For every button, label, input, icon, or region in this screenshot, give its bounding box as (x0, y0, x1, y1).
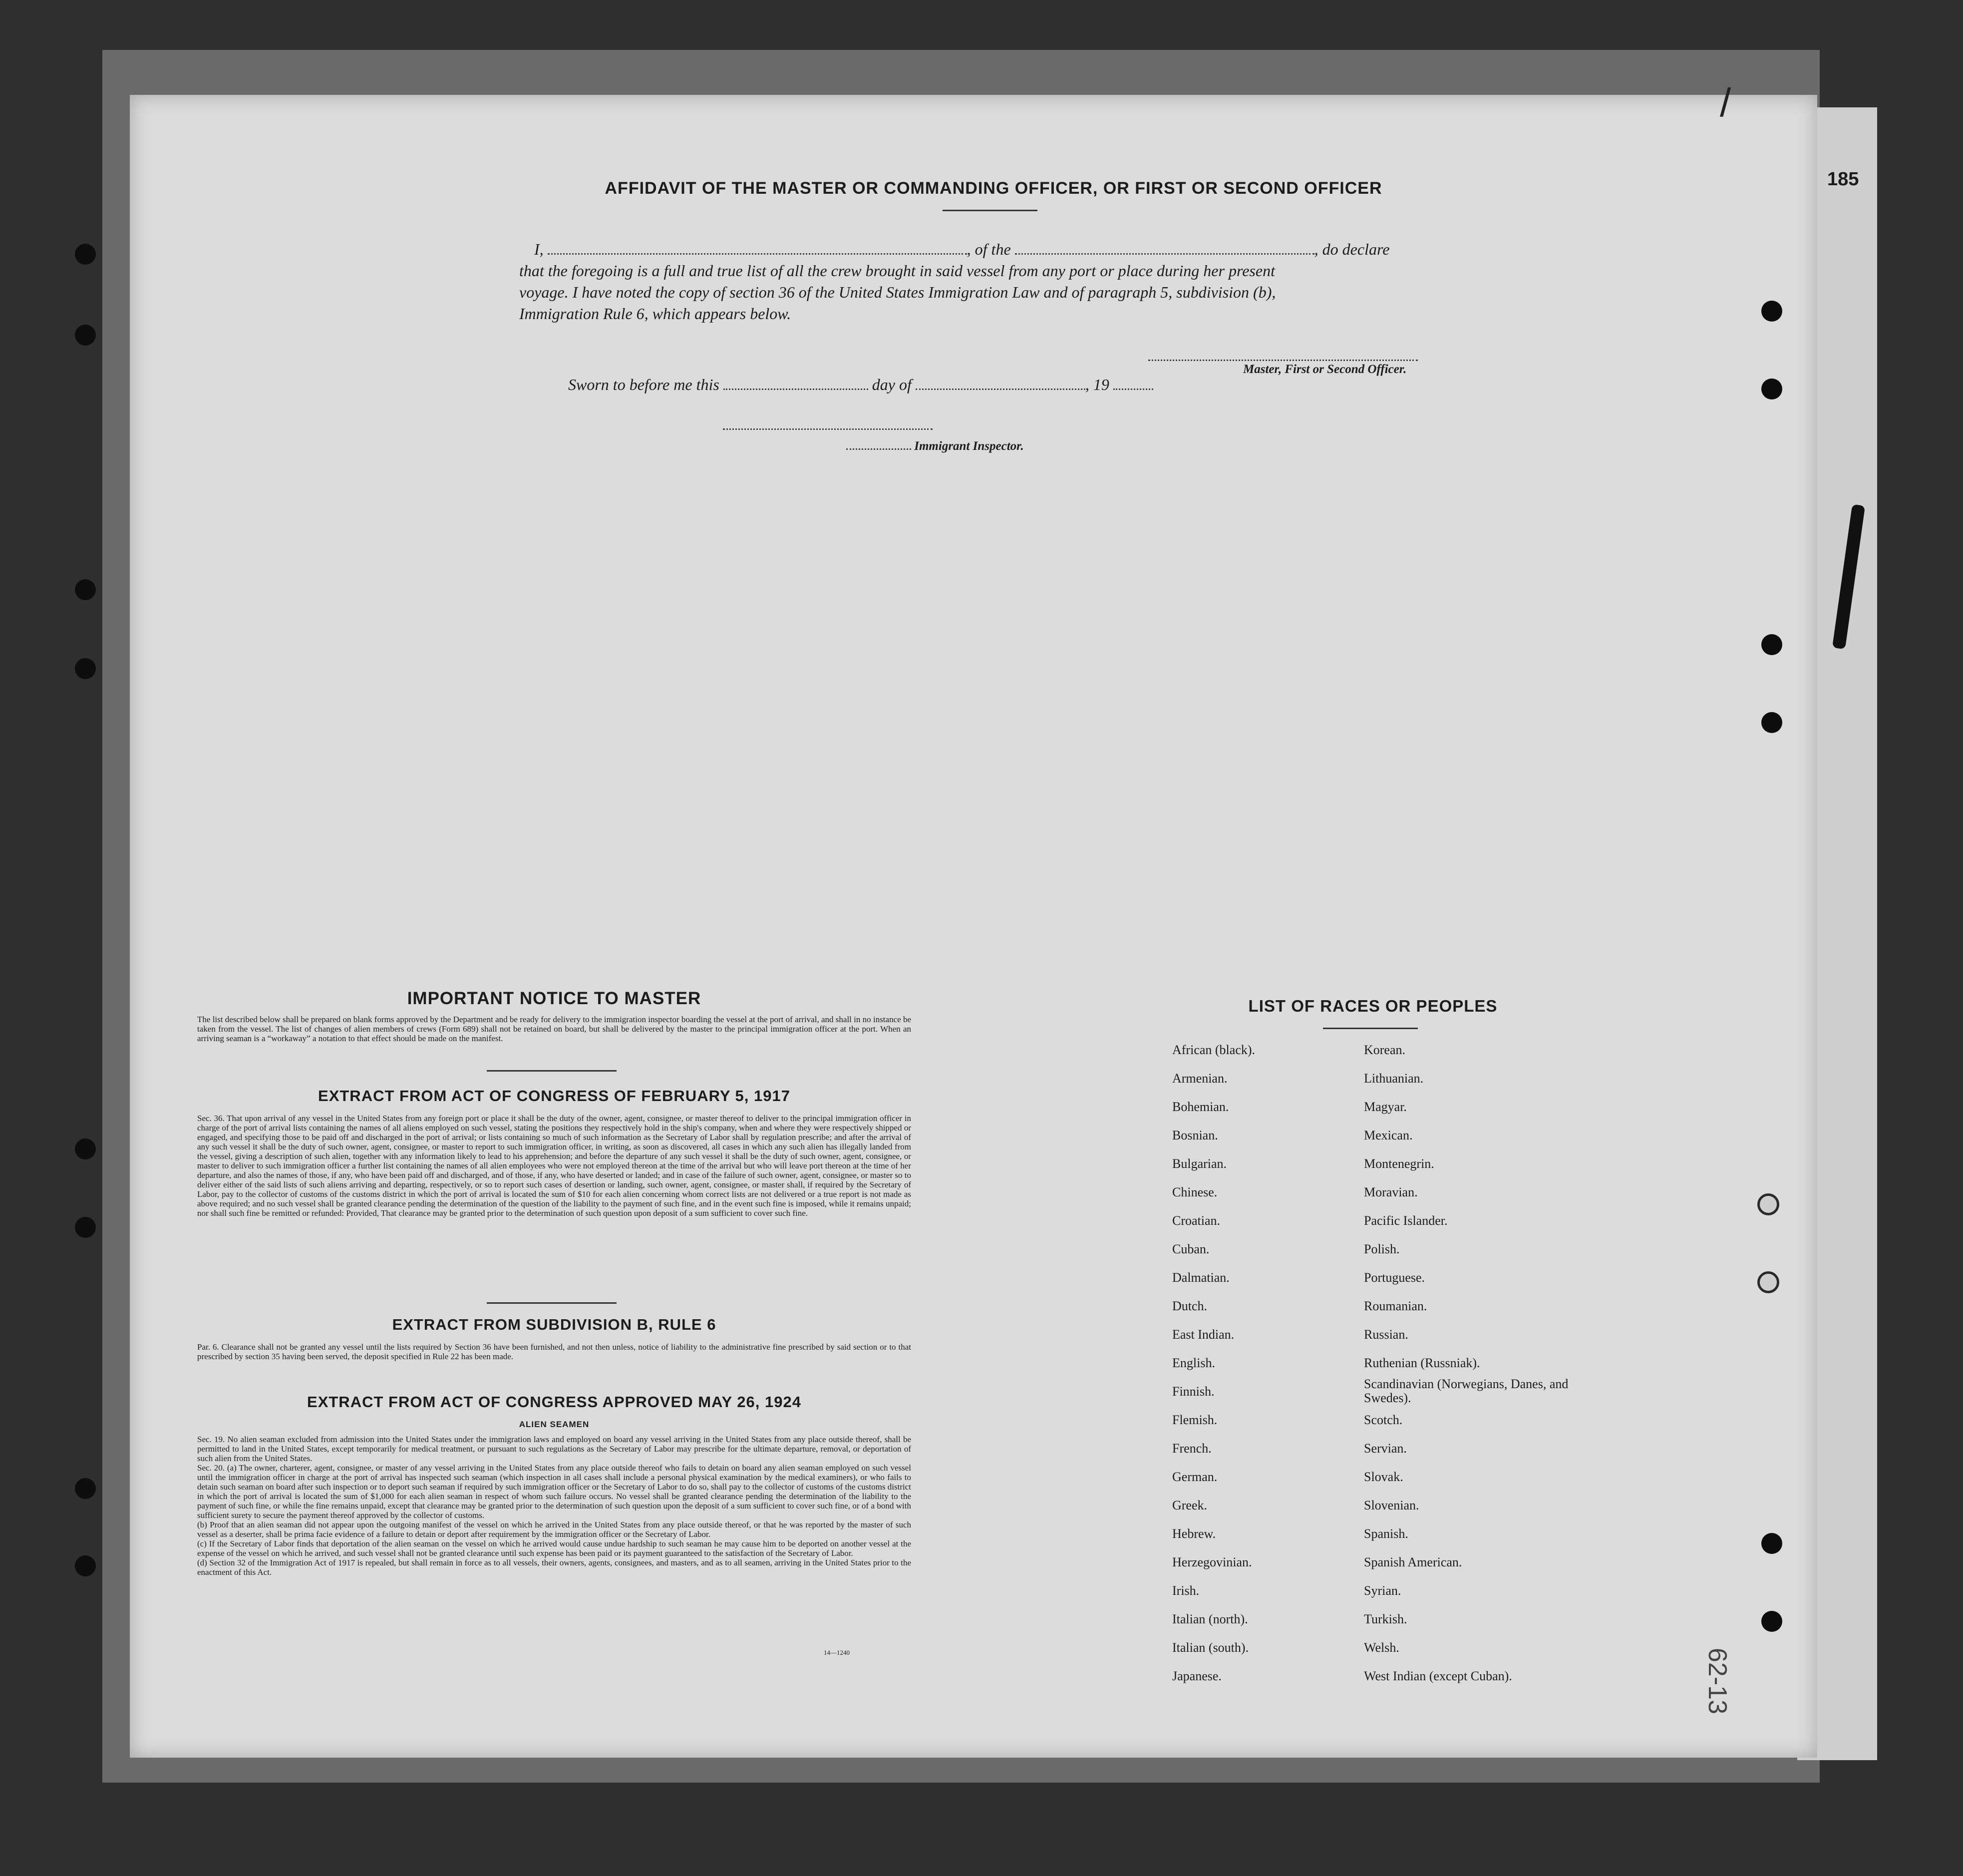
binder-hole (75, 1217, 96, 1238)
extract-1917-body: Sec. 36. That upon arrival of any vessel in the United States from any foreign port or place it shall be the duty of the owner, agent, consignee, or master thereof to deliver to the principal immigration officer in charge of the port of arrival lists containing the names of all aliens employed on such vessel, stating the positions they respectively hold in the ship's company, when and where they were respectively shipped or engaged, and specifying those to be paid off and discharged in the port of arrival; or lists containing so much of such information as the Secretary of Labor shall by regulation prescribe; and after the arrival of any such vessel it shall be the duty of such owner, agent, consignee, or master to report to such immigration officer, in writing, as soon as discovered, all cases in which any such alien has illegally landed from the vessel, giving a description of such alien, together with any information likely to lead to his apprehension; and before the departure of any such vessel it shall be the duty of such owner, agent, consignee, or master to deliver to such immigration officer a further list containing the names of all alien employees who were not employed thereon at the time of the arrival but who will leave port thereon at the time of her departure, and also the names of those, if any, who have been paid off and discharged, and of those, if any, who have deserted or landed; and in case of the failure of such owner, agent, consignee, or master so to deliver either of the said lists of such aliens arriving and departing, respectively, or so to report such cases of desertion or landing, such owner, agent, consignee, or master shall, if required by the Secretary of Labor, pay to the collector of customs of the customs district in which the port of arrival is located the sum of $10 for each alien concerning whom correct lists are not delivered or a true report is not made as above required; and no such vessel shall be granted clearance pending the determination of the question of the liability to the payment of such fine, and in the event such fine is imposed, while it remains unpaid; nor shall such fine be remitted or refunded: Provided, That clearance may be granted prior to the determination of such question upon deposit of a sum sufficient to cover such fine. (197, 1114, 911, 1218)
extract-1917-title: EXTRACT FROM ACT OF CONGRESS OF FEBRUARY 5, 1917 (318, 1087, 790, 1105)
binder-hole (75, 1555, 96, 1576)
race-item: Magyar. (1364, 1100, 1407, 1114)
race-item: English. (1172, 1356, 1215, 1370)
divider (487, 1302, 617, 1304)
extract-rule6-title: EXTRACT FROM SUBDIVISION B, RULE 6 (392, 1316, 716, 1333)
notice-body: The list described below shall be prepared on blank forms approved by the Department and be ready for delivery to the immigration inspector boarding the vessel at the port of arrival, and shall in no instance be taken from the vessel. The list of changes of alien members of crews (Form 689) shall not be retained on board, but shall be delivered by the master to the principal immigration officer at the port. When an arriving seaman is a “workaway” a notation to that effect should be made on the manifest. (197, 1015, 911, 1043)
race-item: Spanish. (1364, 1526, 1408, 1541)
race-item: Montenegrin. (1364, 1156, 1434, 1171)
alien-seamen-subtitle: ALIEN SEAMEN (519, 1420, 590, 1429)
binder-hole-ring (1757, 1193, 1779, 1215)
sworn-month-field[interactable] (916, 375, 1085, 390)
binder-hole (75, 325, 96, 346)
sworn-line (568, 375, 1153, 394)
race-item: West Indian (except Cuban). (1364, 1669, 1512, 1683)
race-item: Mexican. (1364, 1128, 1413, 1142)
race-item: Moravian. (1364, 1185, 1418, 1199)
race-item: Croatian. (1172, 1213, 1221, 1228)
binder-hole (75, 1138, 96, 1159)
race-item: Bohemian. (1172, 1100, 1229, 1114)
race-item: Irish. (1172, 1583, 1200, 1598)
section-20b: (b) Proof that an alien seaman did not appear upon the outgoing manifest of the vessel on which he arrived in the United States from any place outside thereof, or that he was reported by the master of such vessel as a deserter, shall be prima facie evidence of a failure to detain or deport after requirement by the immigration officer or the Secretary of Labor. (197, 1520, 911, 1539)
race-item: Flemish. (1172, 1413, 1218, 1427)
race-item: Greek. (1172, 1498, 1208, 1512)
race-item: Roumanian. (1364, 1299, 1427, 1313)
binder-hole (1761, 712, 1782, 733)
race-item: African (black). (1172, 1043, 1256, 1057)
race-item: Pacific Islander. (1364, 1213, 1448, 1228)
master-signature-line[interactable] (1148, 360, 1418, 361)
race-item: East Indian. (1172, 1327, 1235, 1342)
binder-hole-ring (1757, 1271, 1779, 1293)
divider (1323, 1028, 1418, 1029)
race-item: Syrian. (1364, 1583, 1401, 1598)
affidavit-title: AFFIDAVIT OF THE MASTER OR COMMANDING OFFICER, OR FIRST OR SECOND OFFICER (605, 179, 1382, 198)
race-item: Slovenian. (1364, 1498, 1419, 1512)
section-20d: (d) Section 32 of the Immigration Act of 1917 is repealed, but shall remain in force as to all vessels, their owners, agents, consignees, and masters, and as to all seamen, arriving in the United States prior to the enactment of this Act. (197, 1558, 911, 1577)
race-item: French. (1172, 1441, 1212, 1456)
race-item: Spanish American. (1364, 1555, 1462, 1569)
binder-hole (75, 244, 96, 265)
race-item: Hebrew. (1172, 1526, 1216, 1541)
binder-hole (1761, 301, 1782, 322)
page-number: 185 (1827, 169, 1859, 190)
sworn-day-field[interactable] (723, 375, 868, 390)
section-20a: Sec. 20. (a) The owner, charterer, agent, consignee, or master of any vessel arriving in the United States from any place outside thereof who fails to detain on board any alien seaman employed on such vessel until the immigration officer in charge at the port of arrival has inspected such seaman (which inspection in all cases shall include a personal physical examination by the medical examiners), or who fails to detain such seaman on board after such inspection or to deport such seaman if required by such immigration officer or the Secretary of Labor to do so, shall pay to the collector of customs of the customs district in which the port of arrival is located the sum of $1,000 for each alien seaman in respect of whom such failure occurs. No vessel shall be granted clearance pending the determination of the liability to the payment of such fine, or while the fine remains unpaid, except that clearance may be granted prior to the determination of such question upon the deposit of a sum sufficient to cover such fine, or of a bond with sufficient surety to secure the payment thereof approved by the collector of customs. (197, 1463, 911, 1520)
race-item: Italian (north). (1172, 1612, 1248, 1626)
binder-hole (75, 1478, 96, 1499)
extract-1924-body (197, 1435, 911, 1577)
master-signature-label: Master, First or Second Officer. (1243, 363, 1407, 376)
form-number: 14—1240 (824, 1649, 850, 1656)
divider (487, 1070, 617, 1072)
race-item: Italian (south). (1172, 1640, 1249, 1655)
binder-hole (1761, 1533, 1782, 1554)
race-item: Welsh. (1364, 1640, 1399, 1655)
i-label: I, (534, 240, 544, 258)
race-item: Portuguese. (1364, 1270, 1425, 1285)
handwritten-number: 62-13 (1703, 1648, 1732, 1714)
races-left-column (1172, 1036, 1362, 1690)
section-19: Sec. 19. No alien seaman excluded from admission into the United States under the immigration laws and employed on board any vessel arriving in the United States from any place outside thereof, shall be permitted to land in the United States, except temporarily for medical treatment, or pursuant to such regulations as the Secretary of Labor may prescribe for the ultimate departure, removal, or deportation of such alien from the United States. (197, 1435, 911, 1463)
race-item: Ruthenian (Russniak). (1364, 1356, 1480, 1370)
race-item: Slovak. (1364, 1470, 1403, 1484)
race-item: Servian. (1364, 1441, 1407, 1456)
sworn-label: Sworn to before me this (568, 375, 719, 393)
year-label: , 19 (1085, 375, 1109, 393)
race-item: Herzegovinian. (1172, 1555, 1252, 1569)
title-rule (943, 210, 1037, 211)
of-the-label: , of the (967, 240, 1011, 258)
race-item: German. (1172, 1470, 1218, 1484)
extract-1924-title: EXTRACT FROM ACT OF CONGRESS APPROVED MAY 26, 1924 (307, 1393, 801, 1411)
race-item: Chinese. (1172, 1185, 1218, 1199)
declare-label: , do declare (1314, 240, 1390, 258)
section-20c: (c) If the Secretary of Labor finds that deportation of the alien seaman on the vessel on which he arrived would cause undue hardship to such seaman he may cause him to be deported on another vessel at the expense of the vessel on which he arrived, and such vessel shall not be granted clearance until such expense has been paid or its payment guaranteed to the satisfaction of the Secretary of Labor. (197, 1539, 911, 1558)
affidavit-declaration (519, 239, 1608, 325)
declaration-line-3: voyage. I have noted the copy of section 36 of the United States Immigration Law and of paragraph 5, subdivision (b), (519, 283, 1276, 301)
declaration-line-4: Immigration Rule 6, which appears below. (519, 305, 791, 323)
declaration-line-2: that the foregoing is a full and true list of all the crew brought in said vessel from any port or place during her present (519, 262, 1275, 280)
race-item: Bosnian. (1172, 1128, 1218, 1142)
binder-hole (75, 579, 96, 600)
race-item: Armenian. (1172, 1071, 1228, 1086)
inspector-leader (846, 441, 911, 450)
race-item: Dalmatian. (1172, 1270, 1230, 1285)
races-right-column (1364, 1036, 1574, 1690)
race-item: Scotch. (1364, 1413, 1403, 1427)
race-item: Turkish. (1364, 1612, 1407, 1626)
sworn-year-field[interactable] (1113, 375, 1153, 390)
race-item: Cuban. (1172, 1242, 1210, 1256)
binder-hole (1761, 634, 1782, 655)
race-item: Lithuanian. (1364, 1071, 1424, 1086)
corner-mark: / (1720, 80, 1731, 125)
name-field[interactable] (548, 240, 967, 255)
day-of-label: day of (872, 375, 912, 393)
extract-rule6-body: Par. 6. Clearance shall not be granted any vessel until the lists required by Section 36 have been furnished, and not then unless, notice of liability to the administrative fine prescribed by said section or to that prescribed by section 35 having been served, the deposit specified in Rule 22 has been made. (197, 1342, 911, 1361)
vessel-field[interactable] (1015, 240, 1314, 255)
binder-hole (75, 658, 96, 679)
inspector-line (846, 439, 1024, 453)
race-item: Dutch. (1172, 1299, 1208, 1313)
inspector-signature-line[interactable] (723, 428, 933, 430)
race-item: Finnish. (1172, 1384, 1215, 1399)
inspector-label: Immigrant Inspector. (914, 439, 1024, 453)
race-item: Scandinavian (Norwegians, Danes, and Swedes). (1364, 1377, 1569, 1405)
race-item: Korean. (1364, 1043, 1406, 1057)
races-title: LIST OF RACES OR PEOPLES (1248, 997, 1498, 1015)
notice-title: IMPORTANT NOTICE TO MASTER (407, 989, 701, 1008)
race-item: Bulgarian. (1172, 1156, 1227, 1171)
binder-hole (1761, 378, 1782, 399)
race-item: Polish. (1364, 1242, 1400, 1256)
binder-hole (1761, 1611, 1782, 1632)
race-item: Russian. (1364, 1327, 1408, 1342)
race-item: Japanese. (1172, 1669, 1222, 1683)
